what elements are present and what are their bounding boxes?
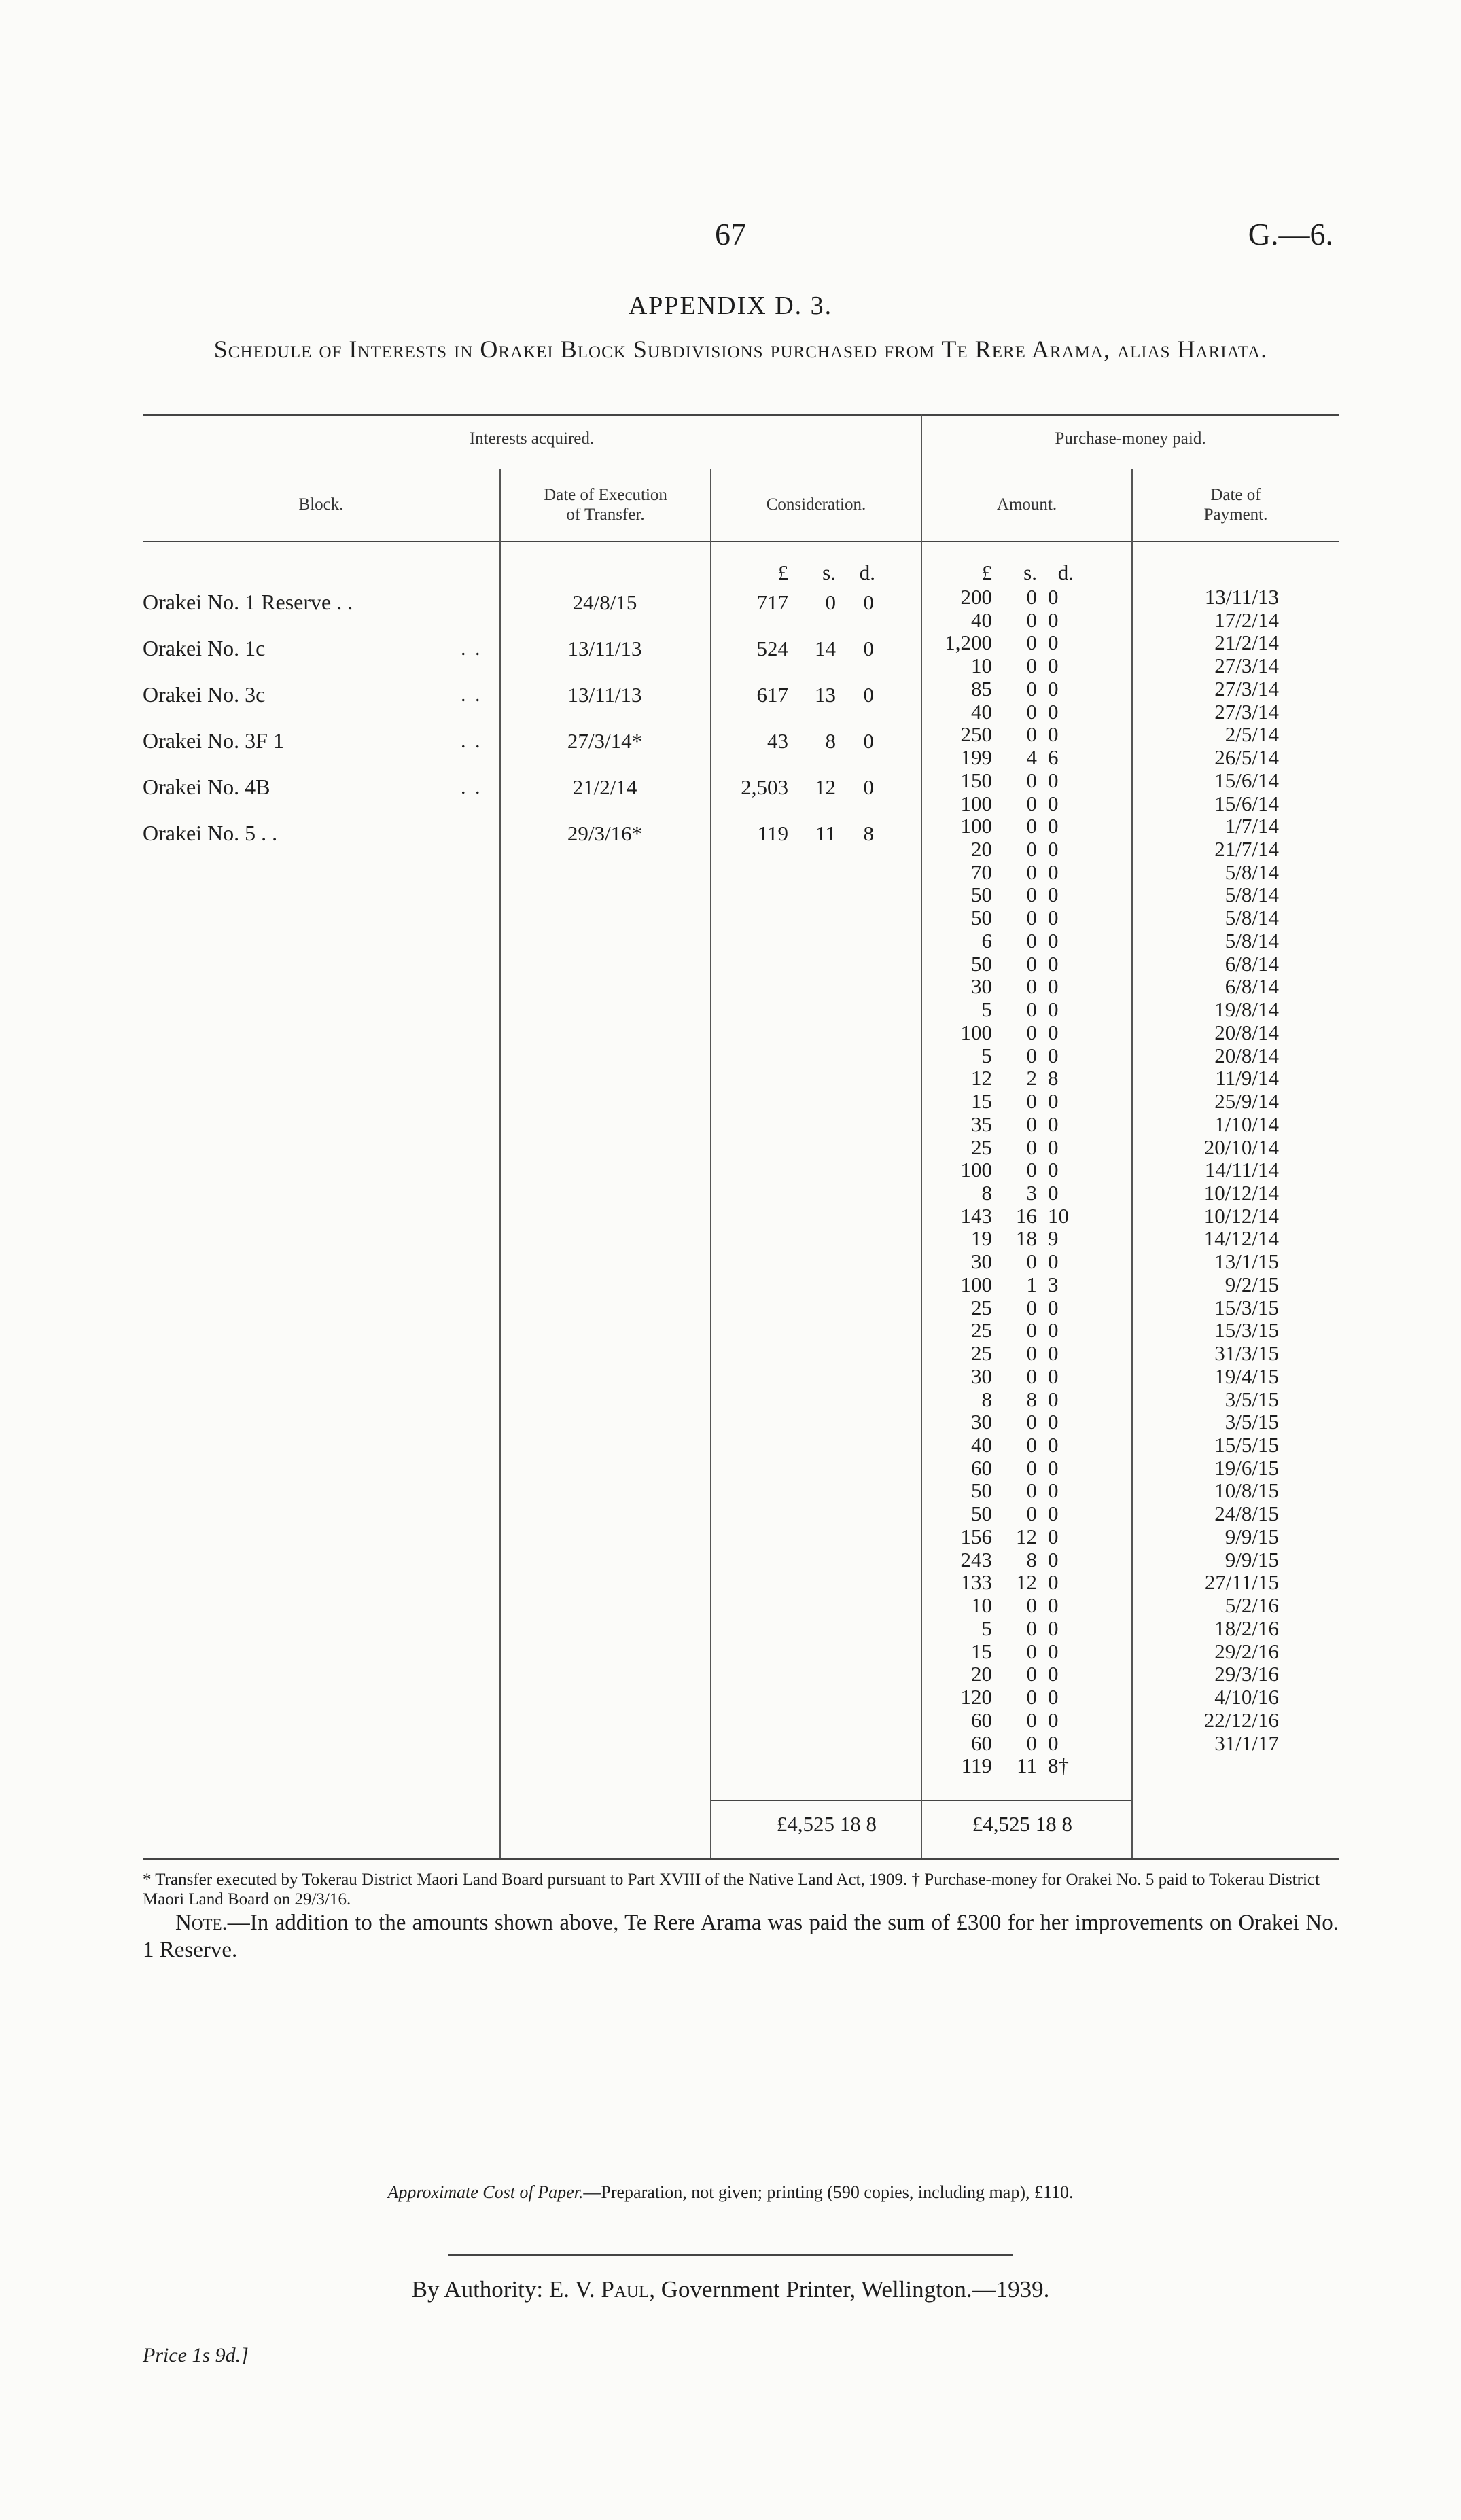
payment-pounds: 133 bbox=[960, 1570, 992, 1594]
payment-pence: 0 bbox=[1048, 906, 1059, 929]
header-interests-acquired: Interests acquired. bbox=[469, 429, 595, 448]
payment-pounds: 199 bbox=[960, 745, 992, 769]
payment-shillings: 0 bbox=[1026, 677, 1037, 700]
payment-date: 21/7/14 bbox=[1214, 837, 1279, 861]
payment-date: 13/11/13 bbox=[1204, 585, 1279, 609]
consideration-pence: 8 bbox=[863, 821, 874, 845]
payment-shillings: 0 bbox=[1026, 906, 1037, 929]
payment-shillings: 0 bbox=[1026, 1112, 1037, 1136]
payment-pounds: 5 bbox=[981, 1616, 992, 1640]
payment-pence: 0 bbox=[1048, 1112, 1059, 1136]
payment-date: 26/5/14 bbox=[1214, 745, 1279, 769]
payment-shillings: 0 bbox=[1026, 1044, 1037, 1067]
cost-label: Approximate Cost of Paper. bbox=[387, 2182, 584, 2202]
payment-date: 9/9/15 bbox=[1225, 1525, 1279, 1548]
payment-date: 18/2/16 bbox=[1214, 1616, 1279, 1640]
payment-date: 27/3/14 bbox=[1214, 677, 1279, 700]
consideration-pence: 0 bbox=[863, 637, 874, 660]
payment-pounds: 50 bbox=[971, 1502, 992, 1525]
payment-pounds: 19 bbox=[971, 1226, 992, 1250]
col-header-date-payment: Date of Payment. bbox=[1203, 486, 1268, 524]
payment-pounds: 40 bbox=[971, 608, 992, 632]
payment-date: 22/12/16 bbox=[1203, 1708, 1279, 1732]
payment-date: 1/7/14 bbox=[1225, 814, 1279, 838]
payment-shillings: 0 bbox=[1026, 929, 1037, 953]
consideration-pence: 0 bbox=[863, 590, 874, 614]
payment-shillings: 0 bbox=[1026, 974, 1037, 998]
payment-pence: 0 bbox=[1048, 1410, 1059, 1434]
authority-line bbox=[0, 2276, 1461, 2303]
payment-date: 4/10/16 bbox=[1214, 1685, 1279, 1709]
payment-pounds: 60 bbox=[971, 1731, 992, 1755]
paper-cost-line bbox=[0, 2182, 1461, 2203]
payment-pounds: 12 bbox=[971, 1066, 992, 1090]
leader-dots: . . bbox=[461, 637, 482, 660]
payment-pounds: 50 bbox=[971, 883, 992, 906]
payment-pence: 0 bbox=[1048, 1341, 1059, 1365]
payment-date: 9/2/15 bbox=[1225, 1273, 1279, 1296]
payment-pence: 0 bbox=[1048, 1021, 1059, 1044]
payment-pence: 6 bbox=[1048, 745, 1059, 769]
payment-pence: 9 bbox=[1048, 1226, 1059, 1250]
payment-shillings: 4 bbox=[1026, 745, 1037, 769]
payment-date: 15/3/15 bbox=[1214, 1318, 1279, 1342]
payment-date: 13/1/15 bbox=[1214, 1249, 1279, 1273]
leader-dots: . . bbox=[461, 776, 482, 798]
cost-text: —Preparation, not given; printing (590 copies, including map), £110. bbox=[583, 2182, 1074, 2202]
consideration-shillings: 13 bbox=[815, 683, 836, 707]
payment-pounds: 200 bbox=[960, 585, 992, 609]
payment-pounds: 5 bbox=[981, 1044, 992, 1067]
payment-date: 20/10/14 bbox=[1203, 1135, 1279, 1159]
leader-dots: . . bbox=[461, 684, 482, 706]
payment-shillings: 0 bbox=[1026, 1021, 1037, 1044]
payment-date: 5/8/14 bbox=[1225, 860, 1279, 884]
note bbox=[143, 1909, 1339, 1964]
payment-pounds: 25 bbox=[971, 1296, 992, 1319]
payment-shillings: 0 bbox=[1026, 631, 1037, 654]
payment-date: 3/5/15 bbox=[1225, 1387, 1279, 1411]
payment-shillings: 0 bbox=[1026, 1433, 1037, 1457]
payment-date: 5/2/16 bbox=[1225, 1593, 1279, 1617]
price: Price 1s 9d.] bbox=[143, 2344, 249, 2366]
payment-date: 10/8/15 bbox=[1214, 1478, 1279, 1502]
col-header-consideration: Consideration. bbox=[766, 495, 866, 514]
payment-shillings: 0 bbox=[1026, 1662, 1037, 1686]
payment-shillings: 0 bbox=[1026, 1685, 1037, 1709]
payment-pence: 0 bbox=[1048, 1570, 1059, 1594]
payment-date: 10/12/14 bbox=[1203, 1204, 1279, 1228]
col-header-block: Block. bbox=[298, 495, 344, 514]
payment-pence: 0 bbox=[1048, 792, 1059, 815]
divider-date-consideration bbox=[710, 469, 711, 1858]
payment-pence: 8† bbox=[1048, 1754, 1069, 1777]
payment-shillings: 12 bbox=[1016, 1570, 1037, 1594]
payment-pence: 0 bbox=[1048, 608, 1059, 632]
units-shillings: s. bbox=[822, 561, 836, 584]
payment-pounds: 15 bbox=[971, 1089, 992, 1113]
payment-shillings: 0 bbox=[1026, 1158, 1037, 1182]
payment-pence: 0 bbox=[1048, 631, 1059, 654]
consideration-pence: 0 bbox=[863, 775, 874, 799]
payment-date bbox=[1135, 1754, 1279, 1777]
payment-pounds: 119 bbox=[961, 1754, 992, 1777]
payment-pounds: 70 bbox=[971, 860, 992, 884]
col-header-date-execution: Date of Execution of Transfer. bbox=[544, 486, 667, 524]
payment-shillings: 0 bbox=[1026, 1318, 1037, 1342]
payment-date: 3/5/15 bbox=[1225, 1410, 1279, 1434]
payment-pounds: 8 bbox=[981, 1387, 992, 1411]
payment-date: 21/2/14 bbox=[1214, 631, 1279, 654]
payment-date: 27/3/14 bbox=[1214, 654, 1279, 677]
block-name: Orakei No. 3F 1 bbox=[143, 728, 284, 753]
payment-date: 27/11/15 bbox=[1204, 1570, 1279, 1594]
payment-pence: 0 bbox=[1048, 997, 1059, 1021]
payment-date: 29/2/16 bbox=[1214, 1639, 1279, 1663]
payment-shillings: 0 bbox=[1026, 1616, 1037, 1640]
payment-pounds: 156 bbox=[960, 1525, 992, 1548]
payment-date: 27/3/14 bbox=[1214, 700, 1279, 724]
payment-shillings: 16 bbox=[1016, 1204, 1037, 1228]
payment-pence: 0 bbox=[1048, 1708, 1059, 1732]
payment-shillings: 0 bbox=[1026, 1341, 1037, 1365]
payment-date: 15/6/14 bbox=[1214, 768, 1279, 792]
payment-pence: 0 bbox=[1048, 1731, 1059, 1755]
consideration-pence: 0 bbox=[863, 683, 874, 707]
payment-pence: 0 bbox=[1048, 974, 1059, 998]
payment-pence: 0 bbox=[1048, 1662, 1059, 1686]
payment-pence: 0 bbox=[1048, 585, 1059, 609]
payment-shillings: 0 bbox=[1026, 654, 1037, 677]
payment-pence: 0 bbox=[1048, 1296, 1059, 1319]
units-pence: d. bbox=[859, 561, 875, 584]
payment-pence: 0 bbox=[1048, 860, 1059, 884]
paper-code: G.—6. bbox=[1248, 217, 1333, 251]
payment-shillings: 0 bbox=[1026, 837, 1037, 861]
consideration-shillings: 11 bbox=[815, 821, 836, 845]
payment-shillings: 0 bbox=[1026, 1089, 1037, 1113]
consideration-shillings: 0 bbox=[825, 590, 836, 614]
payment-pounds: 50 bbox=[971, 906, 992, 929]
payment-shillings: 0 bbox=[1026, 1249, 1037, 1273]
consideration-shillings: 14 bbox=[815, 637, 836, 660]
payment-pounds: 243 bbox=[960, 1548, 992, 1572]
payment-pounds: 10 bbox=[971, 1593, 992, 1617]
payment-pence: 0 bbox=[1048, 929, 1059, 953]
payment-pounds: 50 bbox=[971, 952, 992, 976]
payment-date: 2/5/14 bbox=[1225, 722, 1279, 746]
payment-pounds: 40 bbox=[971, 700, 992, 724]
consideration-shillings: 12 bbox=[815, 775, 836, 799]
divider-amount-paydate bbox=[1131, 469, 1133, 1858]
payment-pounds: 5 bbox=[981, 997, 992, 1021]
transfer-date: 21/2/14 bbox=[572, 775, 637, 799]
divider-block-date bbox=[499, 469, 501, 1858]
payment-date: 25/9/14 bbox=[1214, 1089, 1279, 1113]
payment-pence: 0 bbox=[1048, 1456, 1059, 1480]
payment-shillings: 3 bbox=[1026, 1181, 1037, 1205]
payment-pence: 0 bbox=[1048, 814, 1059, 838]
authority-prefix: By Authority: E. V. bbox=[411, 2276, 601, 2303]
transfer-date: 27/3/14* bbox=[567, 729, 643, 753]
payment-date: 17/2/14 bbox=[1214, 608, 1279, 632]
payment-pence: 0 bbox=[1048, 1318, 1059, 1342]
printer-name: Paul bbox=[601, 2276, 650, 2303]
payment-pounds: 30 bbox=[971, 1249, 992, 1273]
payment-date: 14/12/14 bbox=[1203, 1226, 1279, 1250]
consideration-pounds: 524 bbox=[756, 637, 788, 660]
block-name: Orakei No. 5 . . bbox=[143, 821, 278, 845]
payment-shillings: 0 bbox=[1026, 1456, 1037, 1480]
payment-pounds: 40 bbox=[971, 1433, 992, 1457]
payment-pounds: 50 bbox=[971, 1478, 992, 1502]
payment-pounds: 60 bbox=[971, 1456, 992, 1480]
payment-pounds: 85 bbox=[971, 677, 992, 700]
payment-date: 19/6/15 bbox=[1214, 1456, 1279, 1480]
payment-pounds: 30 bbox=[971, 1364, 992, 1388]
payment-pounds: 100 bbox=[960, 792, 992, 815]
payment-date: 5/8/14 bbox=[1225, 883, 1279, 906]
payment-pence: 0 bbox=[1048, 1158, 1059, 1182]
table-top-rule bbox=[143, 414, 1339, 416]
payment-shillings: 8 bbox=[1026, 1387, 1037, 1411]
payment-shillings: 11 bbox=[1017, 1754, 1037, 1777]
payment-pounds: 60 bbox=[971, 1708, 992, 1732]
payment-pence: 0 bbox=[1048, 1478, 1059, 1502]
col-header-amount: Amount. bbox=[996, 495, 1057, 514]
payment-pence: 0 bbox=[1048, 1593, 1059, 1617]
payment-pounds: 100 bbox=[960, 1158, 992, 1182]
payment-pounds: 35 bbox=[971, 1112, 992, 1136]
payment-date: 11/9/14 bbox=[1215, 1066, 1279, 1090]
payment-pounds: 100 bbox=[960, 1021, 992, 1044]
payment-pounds: 250 bbox=[960, 722, 992, 746]
payment-date: 31/1/17 bbox=[1214, 1731, 1279, 1755]
units-pounds: £ bbox=[981, 561, 992, 584]
payment-shillings: 0 bbox=[1026, 952, 1037, 976]
payment-date: 5/8/14 bbox=[1225, 906, 1279, 929]
payment-date: 19/4/15 bbox=[1214, 1364, 1279, 1388]
total-consideration: £4,525 18 8 bbox=[776, 1812, 877, 1836]
payment-pounds: 100 bbox=[960, 814, 992, 838]
payment-shillings: 0 bbox=[1026, 1410, 1037, 1434]
footnote: * Transfer executed by Tokerau District Maori Land Board pursuant to Part XVIII of the Native Land Act, 1909. † Purchase-money for Orakei No. 5 paid to Tokerau District Maori Land Board on 29/3/16. bbox=[143, 1870, 1320, 1909]
payment-date: 15/6/14 bbox=[1214, 792, 1279, 815]
payment-pounds: 120 bbox=[960, 1685, 992, 1709]
payment-pounds: 143 bbox=[960, 1204, 992, 1228]
payment-pence: 0 bbox=[1048, 952, 1059, 976]
payment-pounds: 6 bbox=[981, 929, 992, 953]
payment-date: 20/8/14 bbox=[1214, 1044, 1279, 1067]
payment-shillings: 1 bbox=[1026, 1273, 1037, 1296]
table-bottom-rule bbox=[143, 1858, 1339, 1860]
payment-pounds: 10 bbox=[971, 654, 992, 677]
payment-date: 15/3/15 bbox=[1214, 1296, 1279, 1319]
payment-pence: 0 bbox=[1048, 1181, 1059, 1205]
total-amount: £4,525 18 8 bbox=[972, 1812, 1072, 1836]
consideration-pounds: 43 bbox=[767, 729, 788, 753]
appendix-title: APPENDIX D. 3. bbox=[628, 291, 833, 320]
payment-pence: 0 bbox=[1048, 1387, 1059, 1411]
consideration-shillings: 8 bbox=[825, 729, 836, 753]
payment-date: 5/8/14 bbox=[1225, 929, 1279, 953]
payment-pence: 0 bbox=[1048, 1639, 1059, 1663]
payment-shillings: 0 bbox=[1026, 1135, 1037, 1159]
payment-pounds: 30 bbox=[971, 974, 992, 998]
payment-shillings: 0 bbox=[1026, 792, 1037, 815]
leader-dots: . . bbox=[461, 730, 482, 752]
payment-pence: 0 bbox=[1048, 837, 1059, 861]
units-pounds: £ bbox=[777, 561, 788, 584]
payment-date: 6/8/14 bbox=[1225, 974, 1279, 998]
consideration-pounds: 2,503 bbox=[741, 775, 788, 799]
payment-date: 9/9/15 bbox=[1225, 1548, 1279, 1572]
payment-pence: 0 bbox=[1048, 700, 1059, 724]
payment-pence: 0 bbox=[1048, 1249, 1059, 1273]
payment-pence: 3 bbox=[1048, 1273, 1059, 1296]
authority-suffix: , Government Printer, Wellington.—1939. bbox=[649, 2276, 1050, 2303]
payment-shillings: 0 bbox=[1026, 700, 1037, 724]
payment-shillings: 0 bbox=[1026, 722, 1037, 746]
payment-shillings: 0 bbox=[1026, 1296, 1037, 1319]
schedule-title: Schedule of Interests in Orakei Block Subdivisions purchased from Te Rere Arama, alias Hariata. bbox=[213, 336, 1268, 363]
payment-pounds: 25 bbox=[971, 1341, 992, 1365]
authority-rule bbox=[448, 2254, 1013, 2256]
payment-pence: 10 bbox=[1048, 1204, 1069, 1228]
payment-shillings: 0 bbox=[1026, 1593, 1037, 1617]
payment-date: 10/12/14 bbox=[1203, 1181, 1279, 1205]
header-purchase-money: Purchase-money paid. bbox=[1055, 429, 1206, 448]
payment-pence: 0 bbox=[1048, 768, 1059, 792]
payment-date: 1/10/14 bbox=[1214, 1112, 1279, 1136]
payment-pence: 0 bbox=[1048, 654, 1059, 677]
consideration-pounds: 617 bbox=[756, 683, 788, 707]
payment-shillings: 0 bbox=[1026, 997, 1037, 1021]
payment-pounds: 15 bbox=[971, 1639, 992, 1663]
payment-pence: 0 bbox=[1048, 1685, 1059, 1709]
payment-pounds: 20 bbox=[971, 837, 992, 861]
payment-shillings: 0 bbox=[1026, 768, 1037, 792]
payment-shillings: 12 bbox=[1016, 1525, 1037, 1548]
payment-pounds: 30 bbox=[971, 1410, 992, 1434]
transfer-date: 13/11/13 bbox=[567, 683, 642, 707]
payment-shillings: 0 bbox=[1026, 1731, 1037, 1755]
note-text: —In addition to the amounts shown above, Te Rere Arama was paid the sum of £300 for her improvements on Orakei No. 1 Reserve. bbox=[143, 1911, 1339, 1962]
payment-shillings: 0 bbox=[1026, 608, 1037, 632]
payment-date: 20/8/14 bbox=[1214, 1021, 1279, 1044]
payment-shillings: 0 bbox=[1026, 860, 1037, 884]
payment-pounds: 150 bbox=[960, 768, 992, 792]
payment-date: 29/3/16 bbox=[1214, 1662, 1279, 1686]
payment-pence: 0 bbox=[1048, 1089, 1059, 1113]
payment-pence: 0 bbox=[1048, 1525, 1059, 1548]
payment-shillings: 0 bbox=[1026, 814, 1037, 838]
payment-shillings: 18 bbox=[1016, 1226, 1037, 1250]
block-name: Orakei No. 4B bbox=[143, 775, 270, 799]
consideration-pounds: 717 bbox=[756, 590, 788, 614]
payment-pence: 0 bbox=[1048, 1548, 1059, 1572]
payment-shillings: 0 bbox=[1026, 883, 1037, 906]
block-name: Orakei No. 1c bbox=[143, 636, 266, 660]
payment-pence: 0 bbox=[1048, 1616, 1059, 1640]
payment-date: 19/8/14 bbox=[1214, 997, 1279, 1021]
page-number: 67 bbox=[715, 217, 746, 251]
payment-pounds: 8 bbox=[981, 1181, 992, 1205]
transfer-date: 29/3/16* bbox=[567, 821, 643, 845]
payment-date: 6/8/14 bbox=[1225, 952, 1279, 976]
payment-shillings: 0 bbox=[1026, 585, 1037, 609]
payment-pence: 8 bbox=[1048, 1066, 1059, 1090]
column-header-rule bbox=[143, 541, 1339, 542]
payment-pence: 0 bbox=[1048, 1364, 1059, 1388]
payment-pounds: 25 bbox=[971, 1135, 992, 1159]
payment-shillings: 0 bbox=[1026, 1364, 1037, 1388]
payment-pounds: 1,200 bbox=[945, 631, 992, 654]
transfer-date: 13/11/13 bbox=[567, 637, 642, 660]
units-pence: d. bbox=[1057, 561, 1074, 584]
payment-date: 15/5/15 bbox=[1214, 1433, 1279, 1457]
transfer-date: 24/8/15 bbox=[572, 590, 637, 614]
payment-pence: 0 bbox=[1048, 1135, 1059, 1159]
payment-date: 31/3/15 bbox=[1214, 1341, 1279, 1365]
payment-date: 24/8/15 bbox=[1214, 1502, 1279, 1525]
payment-pounds: 25 bbox=[971, 1318, 992, 1342]
payment-pence: 0 bbox=[1048, 722, 1059, 746]
payment-shillings: 0 bbox=[1026, 1502, 1037, 1525]
divider-consideration-amount bbox=[921, 414, 922, 1858]
payment-shillings: 2 bbox=[1026, 1066, 1037, 1090]
payment-shillings: 0 bbox=[1026, 1708, 1037, 1732]
payment-pence: 0 bbox=[1048, 677, 1059, 700]
payment-shillings: 0 bbox=[1026, 1639, 1037, 1663]
units-shillings: s. bbox=[1023, 561, 1037, 584]
payment-pence: 0 bbox=[1048, 1502, 1059, 1525]
block-name: Orakei No. 3c bbox=[143, 682, 266, 707]
payment-pounds: 100 bbox=[960, 1273, 992, 1296]
payment-pence: 0 bbox=[1048, 1433, 1059, 1457]
consideration-pounds: 119 bbox=[757, 821, 788, 845]
payment-shillings: 8 bbox=[1026, 1548, 1037, 1572]
consideration-pence: 0 bbox=[863, 729, 874, 753]
payment-pounds: 20 bbox=[971, 1662, 992, 1686]
payment-shillings: 0 bbox=[1026, 1478, 1037, 1502]
payment-pence: 0 bbox=[1048, 883, 1059, 906]
payment-pence: 0 bbox=[1048, 1044, 1059, 1067]
payment-date: 14/11/14 bbox=[1204, 1158, 1279, 1182]
block-name: Orakei No. 1 Reserve . . bbox=[143, 590, 353, 614]
note-label: Note. bbox=[175, 1911, 228, 1935]
